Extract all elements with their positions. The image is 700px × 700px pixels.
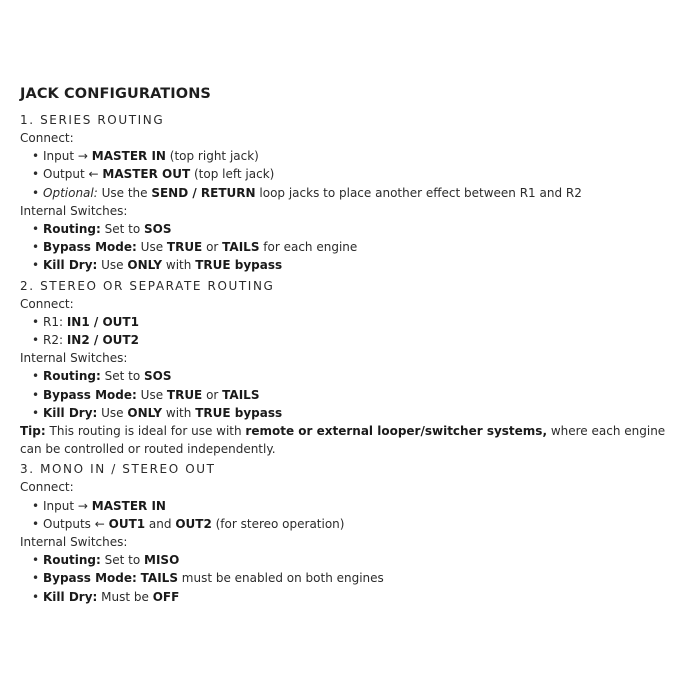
list-item: • Bypass Mode: TAILS must be enabled on both engines bbox=[20, 569, 690, 587]
switches-label: Internal Switches: bbox=[20, 351, 128, 366]
document bbox=[20, 84, 690, 606]
list-item: • Kill Dry: Use ONLY with TRUE bypass bbox=[20, 404, 690, 422]
section-stereo-routing bbox=[20, 277, 690, 459]
list-item: • Routing: Set to SOS bbox=[20, 367, 690, 385]
list-item: • Kill Dry: Must be OFF bbox=[20, 588, 690, 606]
list-item: • Bypass Mode: Use TRUE or TAILS bbox=[20, 386, 690, 404]
page-title: JACK CONFIGURATIONS bbox=[20, 86, 211, 102]
list-item: • Bypass Mode: Use TRUE or TAILS for each engine bbox=[20, 238, 690, 256]
list-item: • R2: IN2 / OUT2 bbox=[20, 331, 690, 349]
list-item: • Input → MASTER IN bbox=[20, 497, 690, 515]
list-item: • Routing: Set to SOS bbox=[20, 220, 690, 238]
section-series-routing bbox=[20, 111, 690, 275]
connect-label: Connect: bbox=[20, 131, 74, 145]
list-item: • Optional: Use the SEND / RETURN loop jacks to place another effect between R1 and R2 bbox=[20, 184, 690, 202]
connect-label: Connect: bbox=[20, 480, 74, 495]
section-mono-stereo bbox=[20, 460, 690, 605]
section-heading: 2. STEREO OR SEPARATE ROUTING bbox=[20, 278, 275, 293]
list-item: • Input → MASTER IN (top right jack) bbox=[20, 147, 690, 165]
list-item: • Kill Dry: Use ONLY with TRUE bypass bbox=[20, 256, 690, 274]
switches-label: Internal Switches: bbox=[20, 535, 128, 550]
section-heading: 3. MONO IN / STEREO OUT bbox=[20, 462, 216, 477]
list-item: • Output ← MASTER OUT (top left jack) bbox=[20, 165, 690, 183]
section-heading: 1. SERIES ROUTING bbox=[20, 113, 165, 127]
tip-text: Tip: This routing is ideal for use with remote or external looper/switcher systems, where each engine can be controlled or routed independently. bbox=[20, 424, 666, 457]
list-item: • Outputs ← OUT1 and OUT2 (for stereo operation) bbox=[20, 515, 690, 533]
connect-label: Connect: bbox=[20, 296, 74, 311]
switches-label: Internal Switches: bbox=[20, 203, 128, 218]
list-item: • R1: IN1 / OUT1 bbox=[20, 313, 690, 331]
list-item: • Routing: Set to MISO bbox=[20, 551, 690, 569]
